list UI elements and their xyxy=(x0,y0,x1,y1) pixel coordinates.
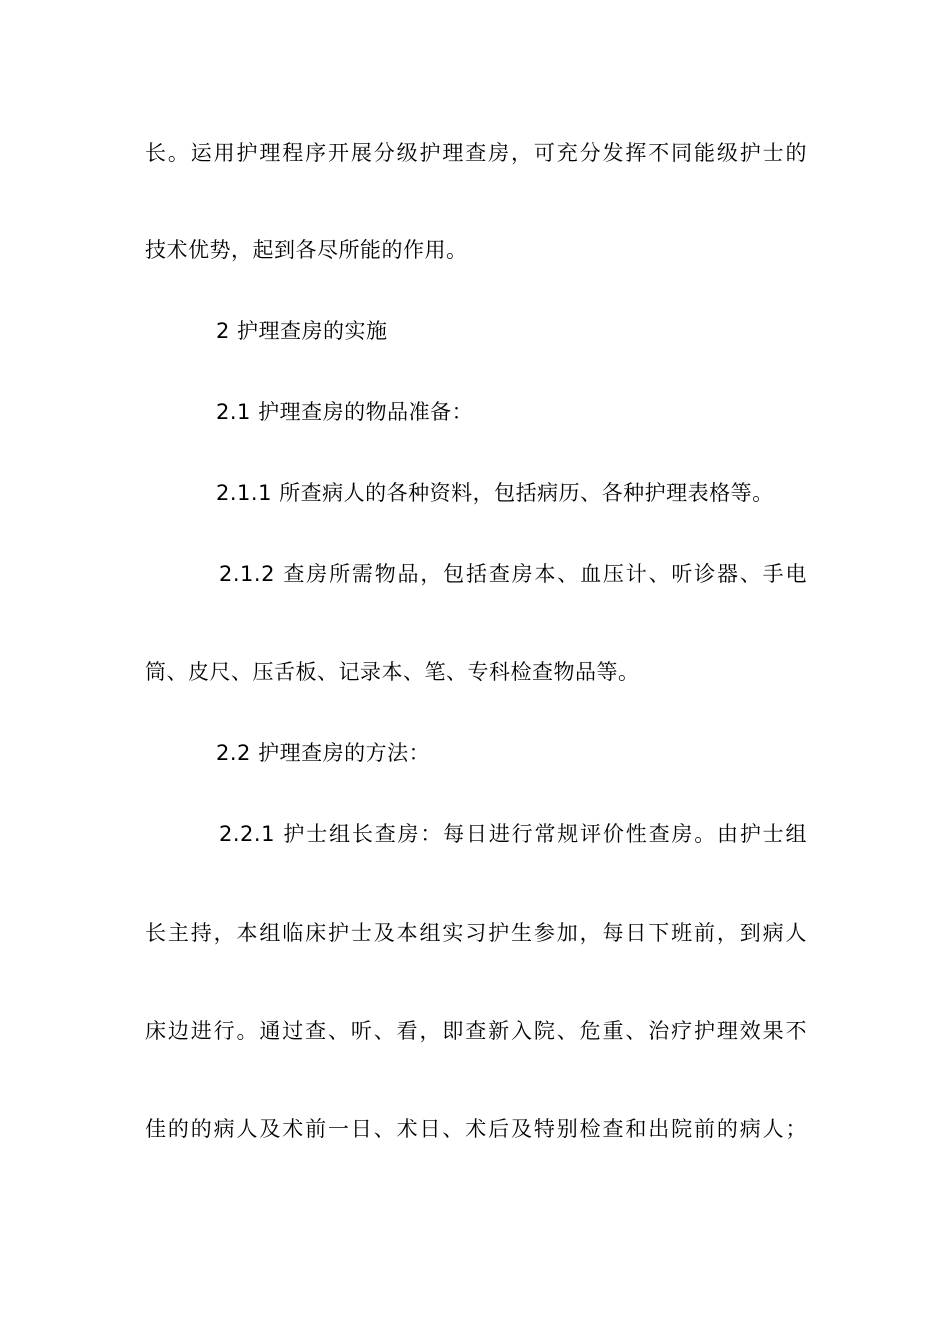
paragraph-line: 佳的的病人及术前一日、术日、术后及特别检查和出院前的病人； xyxy=(145,1117,807,1141)
paragraph-line: 长。运用护理程序开展分级护理查房，可充分发挥不同能级护士的 xyxy=(145,141,807,165)
list-item: 2.1.2 查房所需物品，包括查房本、血压计、听诊器、手电 xyxy=(219,562,807,586)
list-item: 2.2.1 护士组长查房：每日进行常规评价性查房。由护士组 xyxy=(219,822,807,846)
paragraph-line: 长主持，本组临床护士及本组实习护生参加，每日下班前，到病人 xyxy=(145,921,807,945)
section-heading: 2 护理查房的实施 xyxy=(216,319,388,343)
subsection-heading: 2.1 护理查房的物品准备： xyxy=(216,400,474,424)
subsection-heading: 2.2 护理查房的方法： xyxy=(216,741,431,765)
list-item: 2.1.1 所查病人的各种资料，包括病历、各种护理表格等。 xyxy=(216,481,774,505)
paragraph-line: 筒、皮尺、压舌板、记录本、笔、专科检查物品等。 xyxy=(145,660,640,684)
paragraph-line: 技术优势，起到各尽所能的作用。 xyxy=(145,238,468,262)
paragraph-line: 床边进行。通过查、听、看，即查新入院、危重、治疗护理效果不 xyxy=(145,1019,807,1043)
